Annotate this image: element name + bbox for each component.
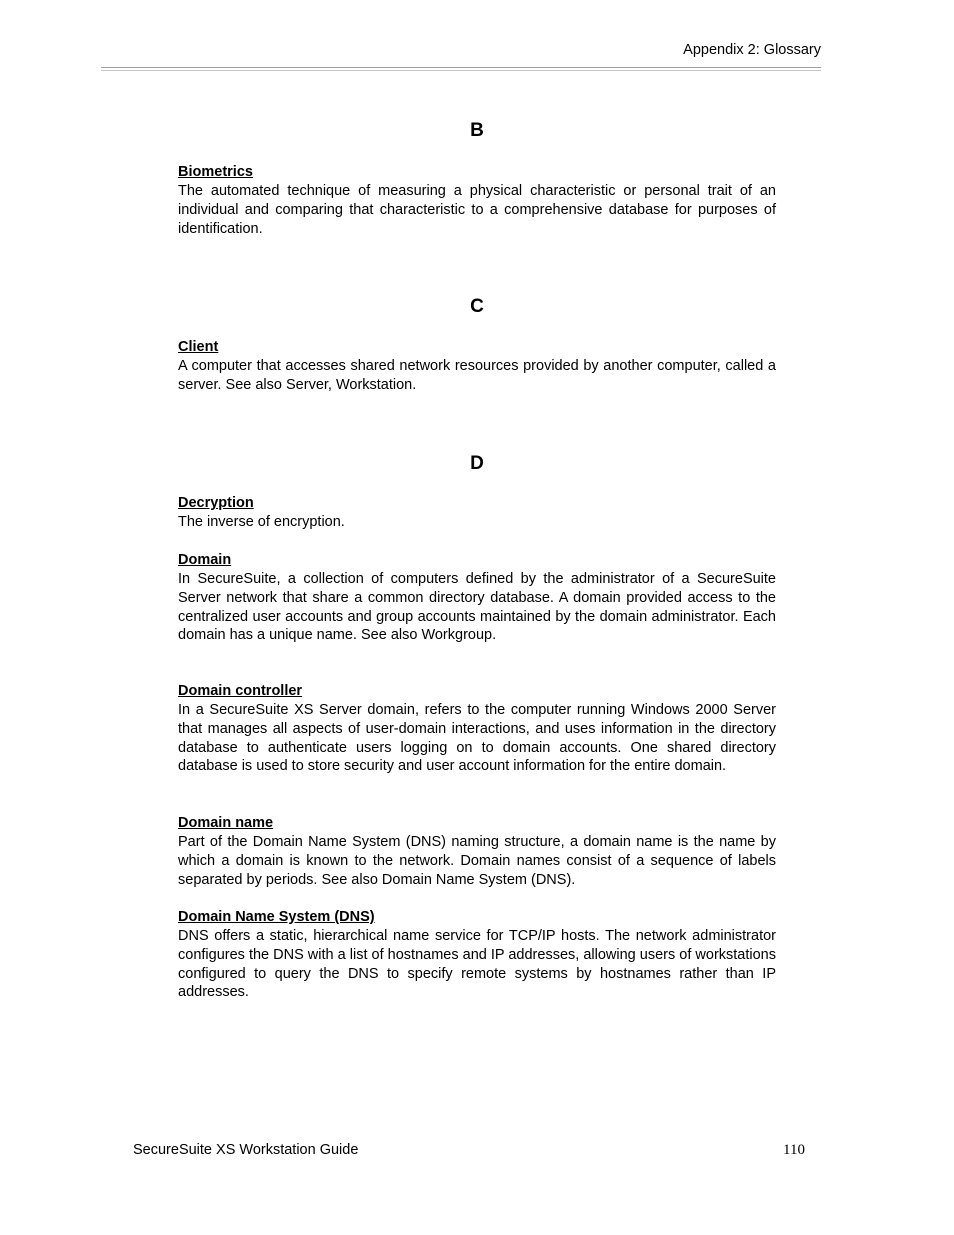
glossary-definition: The automated technique of measuring a physical characteristic or personal trait of an individual and comparing that characteristic to a comprehensive database for purposes of identification. (178, 183, 776, 237)
glossary-definition: The inverse of encryption. (178, 514, 345, 530)
glossary-entry-domain (178, 551, 776, 645)
glossary-entry-decryption (178, 494, 776, 532)
glossary-entry-domain-name (178, 814, 776, 889)
glossary-term: Domain (178, 552, 232, 568)
glossary-term: Domain Name System (DNS) (178, 909, 375, 925)
glossary-term: Client (178, 339, 219, 355)
header-divider (101, 67, 821, 71)
section-letter-d: D (470, 453, 484, 474)
glossary-definition: A computer that accesses shared network resources provided by another computer, called a server. See also Server, Workstation. (178, 358, 776, 393)
glossary-entry-client (178, 338, 776, 395)
section-letter-b: B (470, 120, 484, 141)
glossary-entry-dns (178, 908, 776, 1002)
header-title: Appendix 2: Glossary (683, 42, 821, 58)
glossary-term: Domain name (178, 815, 274, 831)
glossary-entry-domain-controller (178, 682, 776, 776)
glossary-term: Decryption (178, 495, 254, 511)
section-letter-c: C (470, 296, 484, 317)
glossary-definition: DNS offers a static, hierarchical name service for TCP/IP hosts. The network administrator configures the DNS with a list of hostnames and IP addresses, allowing users of workstations configured to query the DNS to specify remote systems by hostnames rather than IP addresses. (178, 928, 776, 1001)
glossary-term: Biometrics (178, 164, 253, 180)
page-number: 110 (783, 1142, 805, 1158)
glossary-entry-biometrics (178, 163, 776, 238)
footer-guide-title: SecureSuite XS Workstation Guide (133, 1142, 359, 1158)
glossary-definition: Part of the Domain Name System (DNS) naming structure, a domain name is the name by which a domain is known to the network. Domain names consist of a sequence of labels separated by periods. See also Domain Name System (DNS). (178, 834, 776, 888)
glossary-definition: In SecureSuite, a collection of computers defined by the administrator of a SecureSuite Server network that share a common directory database. A domain provided access to the centralized user accounts and group accounts maintained by the domain administrator. Each domain has a unique name. See also Workgroup. (178, 571, 776, 644)
glossary-definition: In a SecureSuite XS Server domain, refers to the computer running Windows 2000 Server that manages all aspects of user-domain interactions, and uses information in the directory database to authenticate users logging on to domain accounts. One shared directory database is used to store security and user account information for the entire domain. (178, 702, 776, 775)
glossary-term: Domain controller (178, 683, 303, 699)
